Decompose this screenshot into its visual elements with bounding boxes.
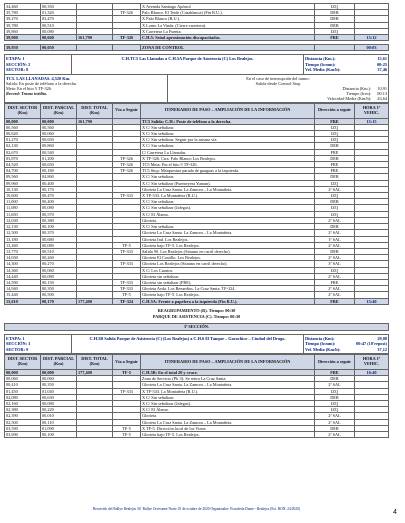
- table-row: [5, 431, 389, 437]
- table-cell: 00,650: [41, 137, 77, 143]
- cell: 39,950: [5, 45, 41, 51]
- table-cell: Glorieta La Cruz Santa. La Zamora – La Montañeta.: [141, 382, 315, 388]
- table-cell: FRE: [315, 369, 355, 375]
- table-cell: X Lomo La Vinda. (Cierre carretera).: [141, 22, 315, 28]
- table-cell: 00,110: [41, 419, 77, 425]
- table-cell: DER: [315, 174, 355, 180]
- cell: 00,050: [41, 45, 77, 51]
- table-cell: 15:15: [355, 118, 389, 124]
- table-cell: TC5 Stop: Marquesina parada de guaguas a la izquierda.: [141, 168, 315, 174]
- table-cell: 00,040: [41, 35, 77, 41]
- interruption-text-2: Salida desde Control Stop: [255, 80, 301, 86]
- table-cell: 09,960: [5, 180, 41, 186]
- tc-speed-label: Velocidad Media (Km/h):: [327, 95, 372, 101]
- table-cell: TF-5: [113, 292, 141, 298]
- itinerary-rows-2: [5, 369, 389, 437]
- table-cell: DER: [315, 425, 355, 431]
- table-cell: 161,790: [77, 118, 113, 124]
- table-cell: IZQ: [315, 137, 355, 143]
- stage-stats: [304, 335, 388, 353]
- table-cell: IZQ: [315, 180, 355, 186]
- table-cell: 15:40: [355, 298, 389, 304]
- stage-title: C.H.5B Salida Parque de Asistencia (C) (Los Realejos) a C.H.6 El Tanque – Garachico – Ciudad del Drago.: [71, 335, 304, 353]
- table-cell: C.H.5: Señal aproximación discapacitados.: [141, 35, 315, 41]
- table-cell: 00,150: [41, 279, 77, 285]
- table-cell: X C/ Sin señalizar (Jafegas).: [141, 205, 315, 211]
- cell: [113, 45, 141, 51]
- table-cell: 15,440: [5, 292, 41, 298]
- dist-label: Distancia (Km.):: [305, 56, 336, 62]
- stage-stats: [304, 55, 388, 73]
- table-cell: TF-326: [113, 35, 141, 41]
- table-cell: 39,900: [5, 35, 41, 41]
- table-cell: 14,940: [5, 286, 41, 292]
- seccion-label: SECCIÓN: 2: [6, 61, 31, 67]
- header-total: DIST. TOTAL (Km): [77, 354, 113, 369]
- table-cell: 14,440: [5, 273, 41, 279]
- table-cell: 14,300: [5, 261, 41, 267]
- table-cell: FRE: [315, 35, 355, 41]
- table-cell: TF-5: [113, 242, 141, 248]
- table-cell: X C/ Sin señalizar.: [141, 131, 315, 137]
- table-cell: FRE: [315, 298, 355, 304]
- table-cell: FRE: [315, 168, 355, 174]
- table-cell: X C/ Sin señalizar.: [141, 174, 315, 180]
- table-cell: 1ª SAL: [315, 236, 355, 242]
- top-rows: [5, 4, 389, 41]
- speed-value: 37,12: [377, 346, 387, 352]
- table-cell: 00,560: [41, 124, 77, 130]
- cell: [315, 45, 355, 51]
- page-number: 4: [393, 509, 397, 516]
- table-cell: Glorieta Los Realejos (Sitauno en carril derecho).: [141, 261, 315, 267]
- table-cell: 2ª SAL: [315, 242, 355, 248]
- table-cell: 00,350: [41, 382, 77, 388]
- table-cell: 12,030: [5, 217, 41, 223]
- table-cell: 14,030: [5, 255, 41, 261]
- table-cell: Glorieta bajo TF-5. Los Realejos.: [141, 292, 315, 298]
- table-cell: 11,650: [5, 211, 41, 217]
- table-header: [5, 354, 389, 369]
- table-cell: 13,180: [5, 236, 41, 242]
- table-cell: 00,510: [41, 22, 77, 28]
- table-cell: 00,570: [41, 211, 77, 217]
- header-road: Vía a Seguir: [113, 103, 141, 118]
- table-cell: [77, 431, 113, 437]
- table-cell: 2ª SAL: [315, 413, 355, 419]
- table-cell: 00,010: [41, 413, 77, 419]
- table-cell: 39,860: [5, 28, 41, 34]
- table-cell: 13,770: [5, 248, 41, 254]
- table-cell: 2ª SAL: [315, 217, 355, 223]
- table-cell: 00,410: [5, 382, 41, 388]
- speed-label: Vel. Media (Km/h):: [305, 346, 341, 352]
- table-cell: TF-333: [113, 193, 141, 199]
- top-itinerary-table: [4, 3, 389, 41]
- table-cell: X C/ Los Cuartos.: [141, 267, 315, 273]
- header-total: DIST. TOTAL (Km): [77, 103, 113, 118]
- table-cell: 01,040: [41, 388, 77, 394]
- table-cell: Glorieta sin señalizar.: [141, 273, 315, 279]
- table-cell: 00,080: [41, 273, 77, 279]
- table-cell: 35,780: [5, 10, 41, 16]
- header-sector: DIST. SECTOR (Km): [5, 103, 41, 118]
- table-cell: 00,260: [41, 255, 77, 261]
- cell: 00:03: [355, 45, 389, 51]
- table-cell: 2ª SAL: [315, 286, 355, 292]
- table-cell: Glorieta La Cruz Santa. La Zamora – La Montañeta.: [141, 186, 315, 192]
- stage-header-1: [4, 54, 389, 74]
- header-direction: Dirección a seguir: [315, 354, 355, 369]
- table-cell: 2ª SAL: [315, 419, 355, 425]
- table-cell: 2ª SAL: [315, 230, 355, 236]
- table-cell: 14,590: [5, 279, 41, 285]
- table-cell: 3ª SAL: [315, 261, 355, 267]
- stage-ids: [5, 335, 71, 353]
- table-cell: Glorieta El Castillo. Los Realejos.: [141, 255, 315, 261]
- table-cell: X C/ Sin señalizar (Jafegas).: [141, 400, 315, 406]
- table-cell: IZQ: [315, 205, 355, 211]
- time-value: 00:47 (10'repost): [356, 341, 387, 347]
- table-cell: IZQ: [315, 124, 355, 130]
- table-cell: FRE: [315, 279, 355, 285]
- tc-dist-label: Distancia (Km.):: [342, 85, 372, 91]
- table-cell: TF-326: [113, 10, 141, 16]
- table-cell: X C/ Sin señalizar.: [141, 199, 315, 205]
- etapa-label: ETAPA: 1: [6, 335, 25, 341]
- table-cell: 14,360: [5, 267, 41, 273]
- table-cell: FRE: [315, 162, 355, 168]
- table-cell: DER: [315, 248, 355, 254]
- table-cell: 2ª SAL: [315, 273, 355, 279]
- table-cell: TF-5: [113, 425, 141, 431]
- stage-ids: [5, 55, 71, 73]
- table-cell: Palo Blanco. El Teide (Casablanca) (Fin R.U.).: [141, 10, 315, 16]
- table-cell: 2ª SAL: [315, 292, 355, 298]
- table-cell: [355, 431, 389, 437]
- table-cell: 00,060: [5, 376, 41, 382]
- table-cell: C.H.5B: En el total 20 y cruce.: [141, 369, 315, 375]
- table-cell: Glorieta.: [141, 413, 315, 419]
- table-cell: 00,680: [41, 236, 77, 242]
- table-cell: 161,790: [77, 35, 113, 41]
- section-title: 3ª SECCIÓN.: [4, 323, 389, 331]
- table-cell: DER: [315, 143, 355, 149]
- table-cell: DER: [315, 224, 355, 230]
- table-cell: 02,390: [5, 413, 41, 419]
- table-cell: Glorieta bajo TF-5. Los Realejos.: [141, 431, 315, 437]
- table-cell: 09,560: [5, 174, 41, 180]
- table-cell: DER: [315, 22, 355, 28]
- table-cell: 00,060: [41, 131, 77, 137]
- table-cell: 34,460: [5, 4, 41, 10]
- table-cell: TF-326: [113, 162, 141, 168]
- table-cell: X C/ Sin señalizar.: [141, 143, 315, 149]
- table-cell: 00,470: [41, 193, 77, 199]
- table-cell: 04,860: [41, 174, 77, 180]
- header-partial: DIST. PARCIAL (Km): [41, 103, 77, 118]
- table-cell: 00,510: [41, 248, 77, 254]
- table-cell: 03,590: [5, 425, 41, 431]
- table-cell: 02,160: [5, 400, 41, 406]
- table-cell: TF-326: [113, 155, 141, 161]
- table-cell: DER: [315, 155, 355, 161]
- table-cell: 10,130: [5, 186, 41, 192]
- itinerary-rows-1: [5, 118, 389, 304]
- table-cell: TF-5: [113, 431, 141, 437]
- table-cell: 00,400: [41, 180, 77, 186]
- table-cell: 13,260: [5, 242, 41, 248]
- table-cell: 00,000: [5, 369, 41, 375]
- table-cell: Glorieta La Cruz Santa. La Zamora – La Montañeta.: [141, 419, 315, 425]
- table-cell: X C/ Sin señalizar.: [141, 394, 315, 400]
- table-cell: 00,080: [41, 242, 77, 248]
- table-cell: 02,380: [5, 407, 41, 413]
- table-cell: Glorieta Avda. Los Remedios. La Cruz Santa. TF-324.: [141, 286, 315, 292]
- table-cell: 39,780: [5, 22, 41, 28]
- table-cell: 00,270: [41, 261, 77, 267]
- tc-title: TC5. LAS LLANADAS. 4,520 Km.: [6, 75, 71, 81]
- tc-start: Salida: En poste de teléfono a la derecha.: [6, 80, 77, 86]
- regroup-note: REAGRUPAMIENTO (R). Tiempo: 00:30: [157, 307, 236, 313]
- table-cell: TF-5: [113, 369, 141, 375]
- seccion-label: SECCIÓN: 3: [6, 341, 31, 347]
- table-cell: X C/ Sin señalizar.: [141, 124, 315, 130]
- table-cell: 39,270: [5, 16, 41, 22]
- table-cell: 00,060: [41, 267, 77, 273]
- table-cell: IZQ: [315, 407, 355, 413]
- table-cell: TF-326: [113, 168, 141, 174]
- sector-label: SECTOR: 9: [6, 346, 29, 352]
- table-cell: 12,130: [5, 224, 41, 230]
- table-cell: 00,540: [41, 149, 77, 155]
- table-cell: IZQ: [315, 131, 355, 137]
- table-cell: 00,170: [41, 298, 77, 304]
- table-cell: TF-333: [113, 279, 141, 285]
- table-cell: Glorieta Ind. Los Realejos.: [141, 236, 315, 242]
- header-partial: DIST. PARCIAL (Km): [41, 354, 77, 369]
- table-cell: Glorieta.: [141, 217, 315, 223]
- cell: ZONA DE CONTROL: [141, 45, 315, 51]
- roadbook-page: [4, 3, 389, 438]
- table-cell: X C/ Sin señalizar (Fuenteyera Yuman).: [141, 180, 315, 186]
- table-cell: 02,130: [5, 143, 41, 149]
- table-cell: TF-333: [113, 261, 141, 267]
- table-cell: X C/ El Álamo.: [141, 211, 315, 217]
- table-cell: X C/ Sin señalizar.: [141, 224, 315, 230]
- table-cell: 03,870: [5, 155, 41, 161]
- table-cell: X C/ Sin señalizar. Seguir por la misma vía.: [141, 137, 315, 143]
- table-cell: 2ª SAL: [315, 186, 355, 192]
- table-cell: 03,470: [41, 16, 77, 22]
- table-row: [5, 298, 389, 304]
- tc-record: Record: Tramo inédito.: [6, 90, 48, 96]
- table-cell: C.H.5A: Frente a papelera a la izquierda (Fin R.U.).: [141, 298, 315, 304]
- speed-label: Vel. Media (Km/h):: [305, 67, 341, 73]
- header-itinerary: ITINERARIO DE PASO – AMPLIACIÓN DE LA INFORMACIÓN: [141, 103, 315, 118]
- table-cell: 01,200: [41, 155, 77, 161]
- table-cell: IZQ: [315, 267, 355, 273]
- table-cell: TC5 Meta: Fin el hito 5 TF-326.: [141, 162, 315, 168]
- table-cell: 01,450: [5, 388, 41, 394]
- table-cell: 00,350: [41, 4, 77, 10]
- table-cell: DER: [315, 199, 355, 205]
- table-cell: X TF-326. Ctra. Palo Blanco Los Realejos.: [141, 155, 315, 161]
- table-cell: DER: [315, 16, 355, 22]
- table-cell: IZQ: [315, 193, 355, 199]
- table-cell: 12,500: [5, 230, 41, 236]
- table-cell: IZQ: [315, 28, 355, 34]
- itinerary-table-2: [4, 354, 389, 438]
- table-cell: 03,690: [5, 431, 41, 437]
- interruption-text: En el caso de interrupción del tramo:: [246, 75, 310, 81]
- table-cell: X C/ El Álamo.: [141, 407, 315, 413]
- table-cell: 01,270: [5, 137, 41, 143]
- table-cell: 00,100: [41, 431, 77, 437]
- table-cell: X TF-5. Dirección local de los Vinos.: [141, 425, 315, 431]
- table-cell: 00,060: [41, 376, 77, 382]
- special-stage-info: [4, 75, 389, 103]
- table-cell: Glorieta La Cruz Santa. La Zamora – La Montañeta.: [141, 230, 315, 236]
- table-cell: TF-333: [113, 388, 141, 394]
- table-cell: TC5 Salida: C.H.: Poste de teléfono a la derecha.: [141, 118, 315, 124]
- time-label: Tiempo (h:mm):: [305, 61, 336, 67]
- table-cell: 177,400: [77, 369, 113, 375]
- table-cell: FRE: [315, 118, 355, 124]
- table-cell: 2ª SAL: [315, 382, 355, 388]
- control-zone-table: [4, 44, 389, 51]
- table-cell: X TF-333. La Montañeta (R.U.).: [141, 193, 315, 199]
- table-cell: 00,620: [5, 131, 41, 137]
- table-cell: 00,000: [5, 118, 41, 124]
- table-cell: 00,080: [41, 205, 77, 211]
- table-cell: TF-333: [113, 248, 141, 254]
- table-cell: 00,000: [41, 118, 77, 124]
- table-cell: 00,650: [41, 162, 77, 168]
- table-cell: 04,520: [5, 162, 41, 168]
- table-cell: 15,610: [5, 298, 41, 304]
- tc-dist-value: 10,91: [377, 85, 387, 91]
- table-cell: IZQ: [315, 388, 355, 394]
- table-header: [5, 103, 389, 118]
- tc-speed-value: 43,64: [377, 95, 387, 101]
- time-value: 00:25: [376, 61, 387, 67]
- stage-header-2: [4, 334, 389, 354]
- table-cell: 10,600: [5, 193, 41, 199]
- table-cell: X Carretera La Fuenta.: [141, 28, 315, 34]
- table-cell: 00,630: [41, 394, 77, 400]
- header-itinerary: ITINERARIO DE PASO – AMPLIACIÓN DE LA INFORMACIÓN: [141, 354, 315, 369]
- table-cell: 02,670: [5, 149, 41, 155]
- table-cell: Zona de Servicio (Pk 3): Se retira La Cruz Santa.: [141, 376, 315, 382]
- dist-label: Distancia (Km):: [305, 335, 335, 341]
- table-row: [5, 35, 389, 41]
- table-cell: 2ª SAL: [315, 255, 355, 261]
- table-cell: X TF-333. La Montañeta (R.U.).: [141, 388, 315, 394]
- table-cell: 00,350: [41, 286, 77, 292]
- table-cell: Glorieta sin señalizar (FRE).: [141, 279, 315, 285]
- header-sector: DIST. SECTOR (Km): [5, 354, 41, 369]
- tc-time-label: Tiempo (h:m):: [346, 90, 372, 96]
- tc-finish: Meta: En el hito 5 TF-326.: [6, 85, 52, 91]
- table-cell: 02,500: [5, 419, 41, 425]
- control-zone-row: [5, 45, 389, 51]
- table-cell: 11,080: [5, 205, 41, 211]
- table-cell: 00,400: [41, 199, 77, 205]
- table-cell: DER: [315, 394, 355, 400]
- table-cell: 00,100: [41, 224, 77, 230]
- table-cell: 00,180: [41, 168, 77, 174]
- table-cell: 00,370: [41, 230, 77, 236]
- table-cell: 00,860: [41, 143, 77, 149]
- table-cell: 00,080: [41, 28, 77, 34]
- dist-value: 15,61: [377, 56, 387, 62]
- table-cell: Glorieta bajo TF-5. Los Realejos.: [141, 242, 315, 248]
- table-cell: 177,400: [77, 298, 113, 304]
- cell: [77, 45, 113, 51]
- speed-value: 37,46: [377, 67, 387, 73]
- table-cell: IZQ: [315, 211, 355, 217]
- table-cell: 00,170: [41, 186, 77, 192]
- table-cell: 01,090: [41, 425, 77, 431]
- table-cell: 00,080: [41, 400, 77, 406]
- header-time: HORA 1º VEHIC.: [355, 103, 389, 118]
- itinerary-table-1: [4, 103, 389, 305]
- table-cell: IZQ: [315, 4, 355, 10]
- table-cell: DER: [315, 10, 355, 16]
- table-cell: 00,500: [41, 292, 77, 298]
- time-label: Tiempo (h:mm):: [305, 341, 336, 347]
- stage-title: C.H.TC5 Las Llanadas a C.H.5A Parque de Asistencia (C) Los Realejos.: [71, 55, 304, 73]
- table-cell: 00,560: [5, 124, 41, 130]
- sector-label: SECTOR: 8: [6, 67, 29, 73]
- table-cell: 16:40: [355, 369, 389, 375]
- header-time: HORA 1º VEHIC.: [355, 354, 389, 369]
- table-cell: TF-324: [113, 298, 141, 304]
- stage-description: [5, 75, 167, 102]
- table-cell: 15:12: [355, 35, 389, 41]
- table-cell: 00,000: [41, 369, 77, 375]
- table-cell: TF-333: [113, 286, 141, 292]
- table-cell: Salida 90. Los Realejos (Sitauno en carril derecho).: [141, 248, 315, 254]
- table-cell: 00,380: [41, 217, 77, 223]
- etapa-label: ETAPA: 1: [6, 56, 25, 62]
- header-road: Vía a Seguir: [113, 354, 141, 369]
- page-footer: Recorrido del Rallye Realejos 34º Rallye Orvecame Norte 10 de octubre de 2020 Organizador: Escudería Daute - Realejos (Est. RON. 24/2020): [92, 507, 301, 511]
- header-direction: Dirección a seguir: [315, 103, 355, 118]
- table-cell: 11,000: [5, 199, 41, 205]
- tc-time-value: 00:13: [377, 90, 387, 96]
- table-cell: 02,080: [5, 394, 41, 400]
- dist-value: 29,08: [377, 335, 387, 341]
- table-cell: X Palo Blanco (R.U.).: [141, 16, 315, 22]
- table-cell: 01,320: [41, 10, 77, 16]
- table-cell: 2ª SAL: [315, 431, 355, 437]
- table-cell: X Avenida Santiago Apóstol: [141, 4, 315, 10]
- table-cell: FRE: [315, 149, 355, 155]
- table-cell: DER: [315, 376, 355, 382]
- table-cell: 04,700: [5, 168, 41, 174]
- interruption-info: [167, 75, 388, 102]
- table-cell: 00,220: [41, 407, 77, 413]
- service-park-note: PARQUE DE ASISTENCIA (C). Tiempo: 00:30: [152, 313, 241, 319]
- table-cell: IZQ: [315, 400, 355, 406]
- table-cell: C/ Carretera La Llanadas.: [141, 149, 315, 155]
